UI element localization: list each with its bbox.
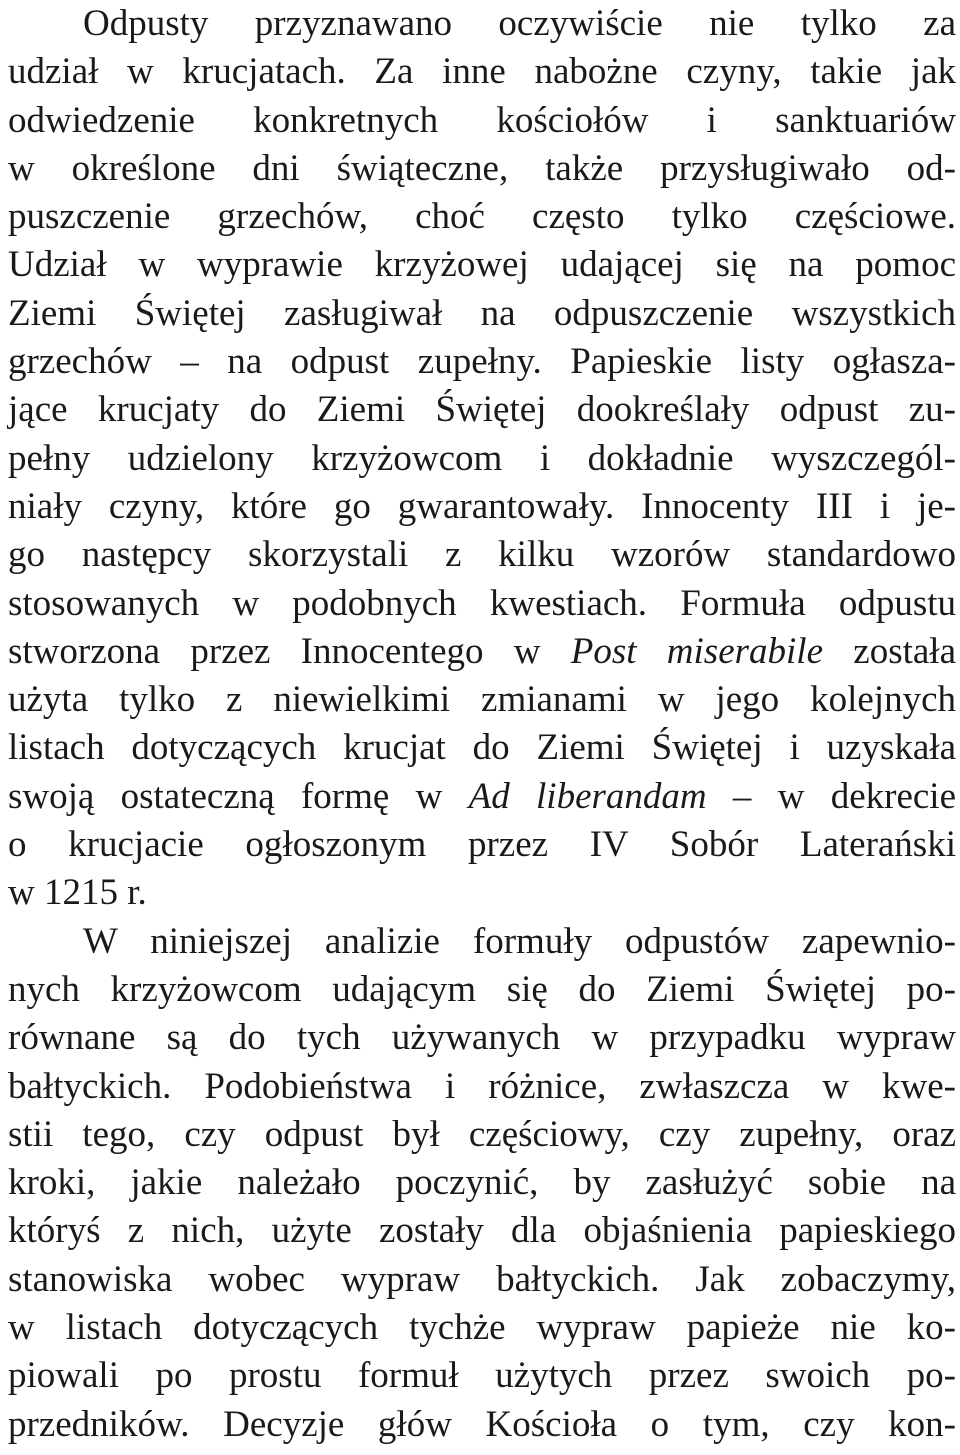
text-line: o krucjacie ogłoszonym przez IV Sobór Laterański [8,824,956,866]
text-line: stosowanych w podobnych kwestiach. Formuła odpustu [8,582,956,624]
text-line: w określone dni świąteczne, także przysługiwało od- [8,147,956,189]
text-segment: stworzona przez Innocentego w [8,630,571,672]
text-line: stanowiska wobec wypraw bałtyckich. Jak zobaczymy, [8,1258,956,1300]
text-segment: swoją ostateczną formę w [8,775,469,817]
text-line: udział w krucjatach. Za inne nabożne czyny, takie jak [8,51,956,93]
text-line: nych krzyżowcom udającym się do Ziemi Świętej po- [8,968,956,1010]
text-line: odwiedzenie konkretnych kościołów i sanktuariów [8,99,956,141]
text-line: Ziemi Świętej zasługiwał na odpuszczenie wszystkich [8,292,956,334]
italic-title-ad-liberandam: Ad liberandam [468,775,707,817]
text-line: stii tego, czy odpust był częściowy, czy zupełny, oraz [8,1113,956,1155]
text-line: pełny udzielony krzyżowcom i dokładnie wyszczegól- [8,437,956,479]
text-line: kroki, jakie należało poczynić, by zasłużyć sobie na [8,1162,956,1204]
text-line: Odpusty przyznawano oczywiście nie tylko za [83,3,956,44]
text-line: Udział w wyprawie krzyżowej udającej się na pomoc [8,244,956,286]
text-line [8,773,956,821]
text-line: jące krucjaty do Ziemi Świętej dookreślały odpust zu- [8,389,956,431]
text-line: w 1215 r. [8,872,147,914]
text-line: użyta tylko z niewielkimi zmianami w jego kolejnych [8,679,956,721]
text-line: niały czyny, które go gwarantowały. Innocenty III i je- [8,485,956,527]
text-line: równane są do tych używanych w przypadku wypraw [8,1017,956,1059]
text-line [8,628,956,676]
document-page [8,0,956,1449]
text-segment: – w dekrecie [706,775,957,817]
text-line: któryś z nich, użyte zostały dla objaśnienia papieskiego [8,1210,956,1252]
paragraph-2 [8,918,956,1449]
text-line: listach dotyczących krucjat do Ziemi Świętej i uzyskała [8,727,956,769]
text-line: bałtyckich. Podobieństwa i różnice, zwłaszcza w kwe- [8,1065,956,1107]
text-line: W niniejszej analizie formuły odpustów zapewnio- [83,920,956,962]
text-line: puszczenie grzechów, choć często tylko częściowe. [8,196,956,238]
text-line: go następcy skorzystali z kilku wzorów standardowo [8,534,956,576]
paragraph-1 [8,0,956,918]
text-line: piowali po prostu formuł użytych przez swoich po- [8,1355,956,1397]
text-segment: została [823,630,956,672]
italic-title-post-miserabile: Post miserabile [570,630,824,672]
text-line: w listach dotyczących tychże wypraw papieże nie ko- [8,1307,956,1349]
text-line: przedników. Decyzje głów Kościoła o tym, czy kon- [8,1403,956,1445]
text-line: grzechów – na odpust zupełny. Papieskie listy ogłasza- [8,341,956,383]
